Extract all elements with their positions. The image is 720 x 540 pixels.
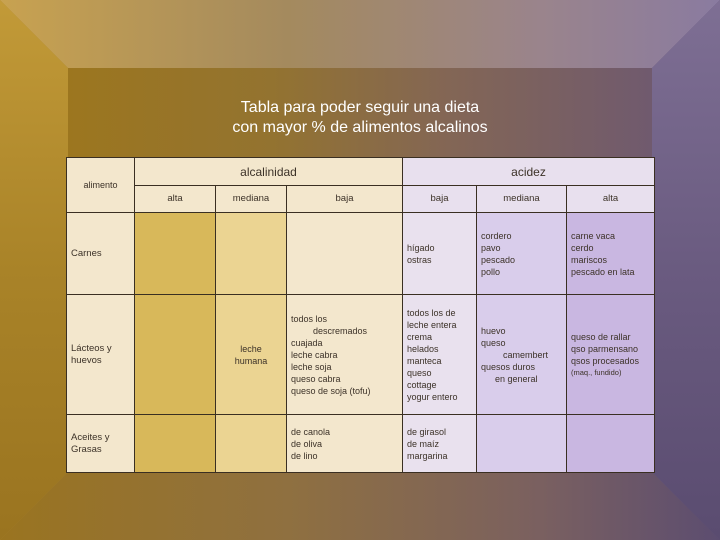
food-item: queso de rallar (571, 331, 631, 342)
table-row (67, 295, 655, 415)
row-label-line: Grasas (71, 443, 102, 455)
row-label-line: huevos (71, 354, 102, 366)
food-item: hígado (407, 242, 435, 253)
food-item: manteca (407, 355, 442, 366)
cell-oils-alk-low (287, 415, 403, 473)
food-item: leche entera (407, 319, 457, 330)
food-item: descremados (313, 325, 368, 336)
table-row (67, 213, 655, 295)
food-item: yogur entero (407, 391, 458, 402)
food-item: mariscos (571, 254, 608, 265)
subheader-acid-medium: mediana (477, 186, 567, 213)
diet-table (66, 157, 655, 473)
row-label-dairy (67, 295, 135, 415)
food-item: crema (407, 331, 433, 342)
food-item: camembert (503, 349, 549, 360)
food-item: cuajada (291, 337, 323, 348)
food-item: qsos procesados (571, 355, 640, 366)
food-item: carne vaca (571, 230, 616, 241)
food-item: en general (495, 373, 538, 384)
cell-dairy-alk-high (135, 295, 216, 415)
food-item: queso (407, 367, 432, 378)
food-item: leche soja (291, 361, 332, 372)
cell-meats-acid-medium (477, 213, 567, 295)
food-item: humana (234, 355, 268, 366)
food-item: qso parmensano (571, 343, 639, 354)
food-item: queso cabra (291, 373, 341, 384)
row-label-oils (67, 415, 135, 473)
cell-dairy-acid-low (403, 295, 477, 415)
food-item: de oliva (291, 438, 323, 449)
food-item: huevo (481, 325, 506, 336)
cell-oils-acid-low (403, 415, 477, 473)
food-item: pescado en lata (571, 266, 635, 277)
frame-bevel-bottom (0, 472, 720, 540)
cell-oils-acid-medium (477, 415, 567, 473)
cell-meats-alk-high (135, 213, 216, 295)
food-item: de lino (291, 450, 318, 461)
cell-oils-alk-high (135, 415, 216, 473)
header-acidity: acidez (403, 158, 655, 186)
food-item: (maq., fundido) (571, 367, 622, 377)
subheader-alk-low: baja (287, 186, 403, 213)
row-label-meats: Carnes (67, 213, 135, 295)
frame-bevel-right (652, 0, 720, 540)
food-item: cottage (407, 379, 437, 390)
cell-dairy-alk-medium (216, 295, 287, 415)
corner-label: alimento (83, 180, 118, 190)
food-item: quesos duros (481, 361, 536, 372)
food-item: pollo (481, 266, 501, 277)
cell-meats-acid-low (403, 213, 477, 295)
food-item: de girasol (407, 426, 447, 437)
corner-header (67, 158, 135, 213)
food-item: cerdo (571, 242, 594, 253)
table-row (67, 415, 655, 473)
cell-oils-alk-medium (216, 415, 287, 473)
food-item: queso (481, 337, 506, 348)
subheader-acid-high: alta (567, 186, 655, 213)
food-item: de maíz (407, 438, 440, 449)
food-item: todos los (291, 313, 328, 324)
row-label-line: Aceites y (71, 431, 110, 443)
food-item: helados (407, 343, 439, 354)
food-item: pavo (481, 242, 501, 253)
food-item: leche (240, 343, 262, 354)
food-item: queso de soja (tofu) (291, 385, 371, 396)
cell-oils-acid-high (567, 415, 655, 473)
subheader-acid-low: baja (403, 186, 477, 213)
frame-bevel-left (0, 0, 68, 540)
title-line-2: con mayor % de alimentos alcalinos (232, 119, 488, 136)
slide-title (150, 98, 570, 138)
header-alkalinity: alcalinidad (135, 158, 403, 186)
cell-meats-acid-high (567, 213, 655, 295)
subheader-alk-high: alta (135, 186, 216, 213)
food-item: cordero (481, 230, 512, 241)
cell-dairy-acid-medium (477, 295, 567, 415)
cell-meats-alk-medium (216, 213, 287, 295)
cell-dairy-alk-low (287, 295, 403, 415)
row-label-line: Lácteos y (71, 342, 112, 354)
food-item: pescado (481, 254, 516, 265)
food-item: ostras (407, 254, 432, 265)
title-line-1: Tabla para poder seguir una dieta (240, 99, 480, 116)
cell-dairy-acid-high (567, 295, 655, 415)
food-item: leche cabra (291, 349, 338, 360)
subheader-alk-medium: mediana (216, 186, 287, 213)
food-item: de canola (291, 426, 331, 437)
frame-bevel-top (0, 0, 720, 68)
food-item: todos los de (407, 307, 456, 318)
cell-meats-alk-low (287, 213, 403, 295)
food-item: margarina (407, 450, 448, 461)
